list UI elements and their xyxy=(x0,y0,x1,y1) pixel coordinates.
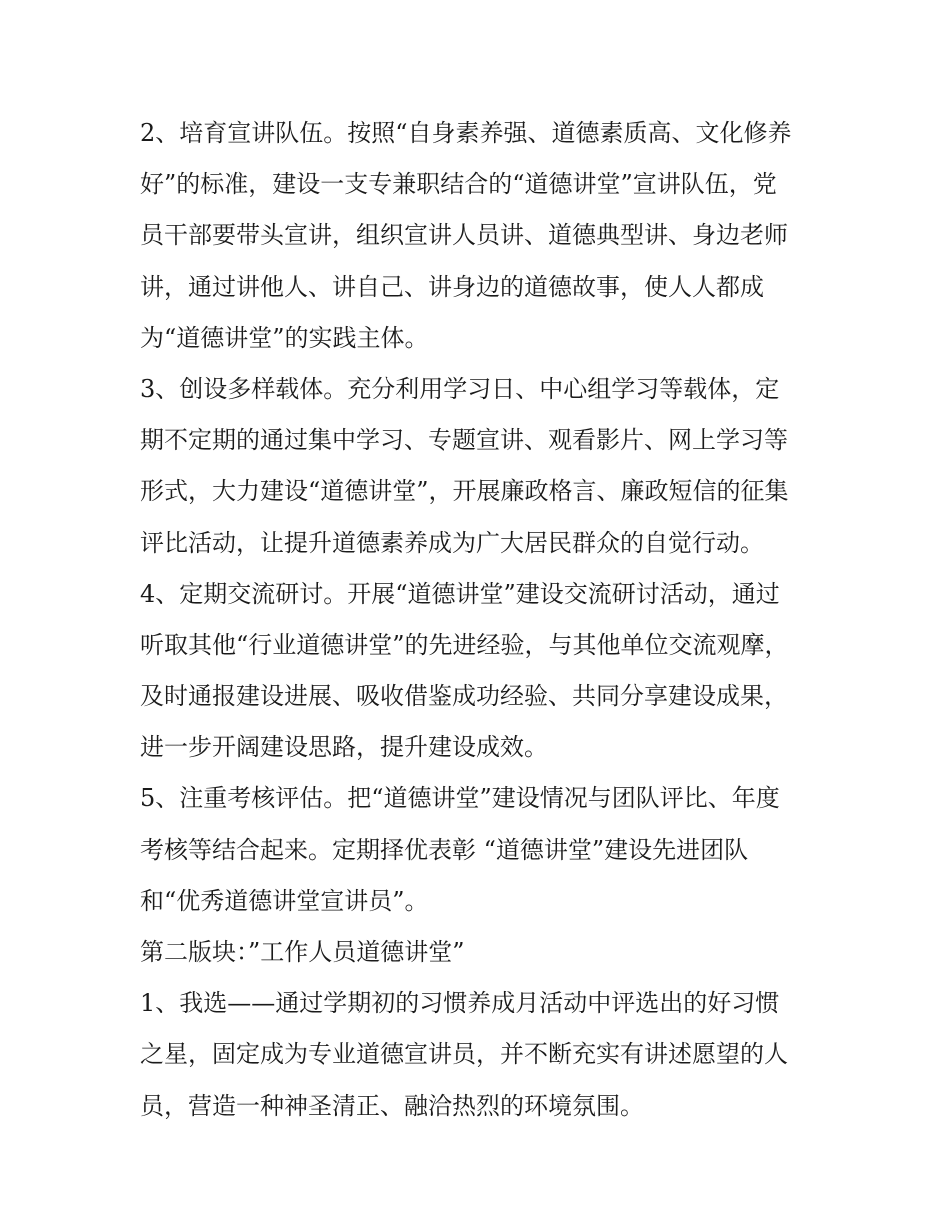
text-line: 评比活动，让提升道德素养成为广大居民群众的自觉行动。 xyxy=(140,528,764,557)
text-line: 4、定期交流研讨。开展“道德讲堂”建设交流研讨活动，通过 xyxy=(140,579,780,608)
text-line: 和“优秀道德讲堂宣讲员”。 xyxy=(140,886,429,915)
text-line: 5、注重考核评估。把“道德讲堂”建设情况与团队评比、年度 xyxy=(140,784,780,813)
text-line: 讲，通过讲他人、讲自己、讲身边的道德故事，使人人都成 xyxy=(140,272,764,301)
text-line: 进一步开阔建设思路，提升建设成效。 xyxy=(140,733,548,762)
text-line: 及时通报建设进展、吸收借鉴成功经验、共同分享建设成果， xyxy=(140,682,788,711)
text-line: 为“道德讲堂”的实践主体。 xyxy=(140,323,429,352)
text-line: 员，营造一种神圣清正、融洽热烈的环境氛围。 xyxy=(140,1091,644,1120)
text-line: 好”的标准，建设一支专兼职结合的“道德讲堂”宣讲队伍，党 xyxy=(140,170,777,199)
section-heading: 第二版块：”工作人员道德讲堂” xyxy=(140,938,465,966)
text-line: 听取其他“行业道德讲堂”的先进经验，与其他单位交流观摩， xyxy=(140,630,789,659)
text-line: 考核等结合起来。定期择优表彰 “道德讲堂”建设先进团队 xyxy=(140,835,749,864)
text-line: 形式，大力建设“道德讲堂”，开展廉政格言、廉政短信的征集 xyxy=(140,477,789,506)
text-line: 之星，固定成为专业道德宣讲员，并不断充实有讲述愿望的人 xyxy=(140,1040,788,1069)
document-body xyxy=(140,108,830,1132)
text-line: 2、培育宣讲队伍。按照“自身素养强、道德素质高、文化修养 xyxy=(140,119,792,147)
text-line: 员干部要带头宣讲，组织宣讲人员讲、道德典型讲、身边老师 xyxy=(140,221,788,250)
text-line: 期不定期的通过集中学习、专题宣讲、观看影片、网上学习等 xyxy=(140,426,788,455)
text-line: 3、创设多样载体。充分利用学习日、中心组学习等载体，定 xyxy=(140,374,780,403)
text-line: 1、我选——通过学期初的习惯养成月活动中评选出的好习惯 xyxy=(140,989,780,1018)
